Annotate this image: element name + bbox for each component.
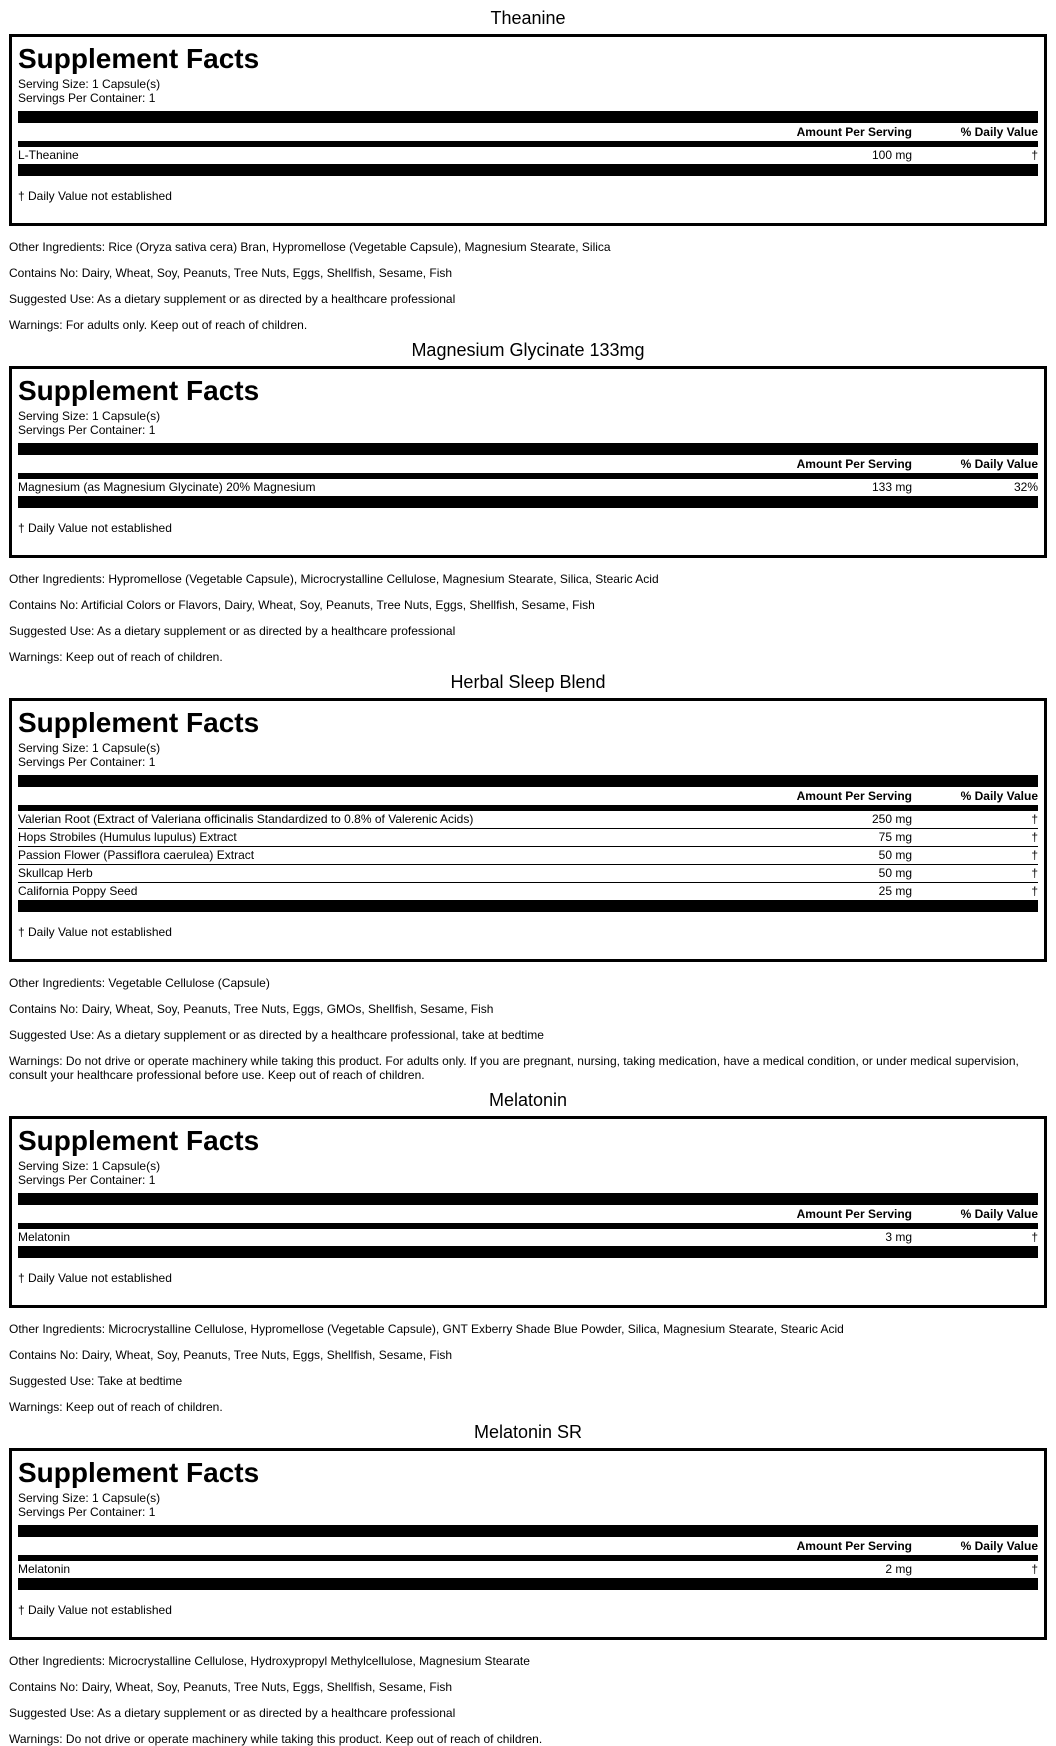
daily-value-footnote: † Daily Value not established: [18, 521, 172, 535]
suggested-use: Suggested Use: As a dietary supplement or as directed by a healthcare professional: [9, 292, 456, 306]
suggested-use: Suggested Use: As a dietary supplement or as directed by a healthcare professional: [9, 624, 456, 638]
product-magnesium-glycinate: [9, 332, 1047, 664]
supplement-facts-panel: [9, 1116, 1047, 1308]
ingredient-name: L-Theanine: [18, 148, 79, 162]
contains-no: Contains No: Artificial Colors or Flavors, Dairy, Wheat, Soy, Peanuts, Tree Nuts, Eggs, Shellfish, Sesame, Fish: [9, 598, 595, 612]
amount-header: Amount Per Serving: [796, 1539, 912, 1553]
product-title: Herbal Sleep Blend: [450, 672, 606, 692]
ingredient-row: [18, 811, 1038, 828]
other-ingredients: Other Ingredients: Rice (Oryza sativa cera) Bran, Hypromellose (Vegetable Capsule), Magnesium Stearate, Silica: [9, 240, 611, 254]
ingredient-daily-value: †: [1031, 1562, 1038, 1576]
contains-no: Contains No: Dairy, Wheat, Soy, Peanuts, Tree Nuts, Eggs, Shellfish, Sesame, Fish: [9, 1680, 453, 1694]
ingredient-daily-value: †: [1031, 148, 1038, 162]
daily-value-header: % Daily Value: [960, 1539, 1038, 1553]
ingredient-row: [18, 846, 1038, 864]
daily-value-header: % Daily Value: [960, 457, 1038, 471]
warnings: Warnings: Keep out of reach of children.: [9, 1400, 223, 1414]
daily-value-footnote: † Daily Value not established: [18, 925, 172, 939]
servings-per-container: Servings Per Container: 1: [18, 1173, 156, 1187]
amount-header: Amount Per Serving: [796, 457, 912, 471]
column-header: [18, 1205, 1038, 1229]
divider-bar: [18, 111, 1038, 123]
product-title: Melatonin: [488, 1090, 568, 1110]
ingredient-amount: 2 mg: [885, 1562, 912, 1576]
ingredient-amount: 50 mg: [878, 866, 912, 880]
daily-value-footnote: † Daily Value not established: [18, 189, 172, 203]
ingredient-amount: 25 mg: [878, 884, 912, 898]
ingredient-name: California Poppy Seed: [18, 884, 138, 898]
product-herbal-sleep-blend: [9, 664, 1047, 1082]
product-melatonin: [9, 1082, 1047, 1414]
divider-bar: [18, 775, 1038, 787]
daily-value-header: % Daily Value: [960, 125, 1038, 139]
product-info: [9, 1308, 1047, 1414]
contains-no: Contains No: Dairy, Wheat, Soy, Peanuts, Tree Nuts, Eggs, Shellfish, Sesame, Fish: [9, 1348, 453, 1362]
servings-per-container: Servings Per Container: 1: [18, 755, 156, 769]
product-info: [9, 558, 1047, 664]
product-title: Theanine: [490, 8, 566, 28]
daily-value-footnote: † Daily Value not established: [18, 1271, 172, 1285]
servings-per-container: Servings Per Container: 1: [18, 423, 156, 437]
column-header: [18, 787, 1038, 811]
other-ingredients: Other Ingredients: Vegetable Cellulose (Capsule): [9, 976, 270, 990]
ingredient-row: [18, 864, 1038, 882]
facts-heading: Supplement Facts: [18, 1457, 260, 1488]
daily-value-header: % Daily Value: [960, 1207, 1038, 1221]
supplement-facts-panel: [9, 34, 1047, 226]
divider-bar: [18, 443, 1038, 455]
ingredient-name: Melatonin: [18, 1562, 71, 1576]
servings-per-container: Servings Per Container: 1: [18, 91, 156, 105]
facts-heading: Supplement Facts: [18, 43, 260, 74]
ingredient-name: Valerian Root (Extract of Valeriana officinalis Standardized to 0.8% of Valerenic Acids): [18, 812, 474, 826]
other-ingredients: Other Ingredients: Microcrystalline Cellulose, Hydroxypropyl Methylcellulose, Magnesium Stearate: [9, 1654, 530, 1668]
divider-bar: [18, 164, 1038, 176]
ingredient-daily-value: †: [1031, 812, 1038, 826]
contains-no: Contains No: Dairy, Wheat, Soy, Peanuts, Tree Nuts, Eggs, GMOs, Shellfish, Sesame, Fish: [9, 1002, 494, 1016]
ingredient-amount: 250 mg: [871, 812, 912, 826]
suggested-use: Suggested Use: Take at bedtime: [9, 1374, 183, 1388]
serving-size: Serving Size: 1 Capsule(s): [18, 77, 161, 91]
contains-no: Contains No: Dairy, Wheat, Soy, Peanuts, Tree Nuts, Eggs, Shellfish, Sesame, Fish: [9, 266, 453, 280]
ingredient-row: [18, 1229, 1038, 1246]
other-ingredients: Other Ingredients: Microcrystalline Cellulose, Hypromellose (Vegetable Capsule), GNT Exberry Shade Blue Powder, Silica, Magnesium Stearate, Stearic Acid: [9, 1322, 844, 1336]
column-header: [18, 455, 1038, 479]
serving-size: Serving Size: 1 Capsule(s): [18, 1491, 161, 1505]
supplement-facts-panel: [9, 366, 1047, 558]
supplement-facts-panel: [9, 698, 1047, 962]
ingredient-name: Skullcap Herb: [18, 866, 93, 880]
divider-bar: [18, 1193, 1038, 1205]
daily-value-header: % Daily Value: [960, 789, 1038, 803]
warnings: Warnings: Keep out of reach of children.: [9, 650, 223, 664]
warnings: Warnings: Do not drive or operate machinery while taking this product. For adults only. If you are pregnant, nursing, taking medication, have a medical condition, or under medical supervision, consult your healthcare professional before use. Keep out of reach of children.: [9, 1054, 1019, 1082]
amount-header: Amount Per Serving: [796, 125, 912, 139]
warnings: Warnings: For adults only. Keep out of reach of children.: [9, 318, 308, 332]
facts-heading: Supplement Facts: [18, 375, 260, 406]
warnings: Warnings: Do not drive or operate machinery while taking this product. Keep out of reach of children.: [9, 1732, 543, 1746]
ingredient-daily-value: †: [1031, 884, 1038, 898]
product-info: [9, 1640, 1047, 1746]
servings-per-container: Servings Per Container: 1: [18, 1505, 156, 1519]
serving-size: Serving Size: 1 Capsule(s): [18, 741, 161, 755]
divider-bar: [18, 496, 1038, 508]
ingredient-row: [18, 828, 1038, 846]
product-title: Melatonin SR: [473, 1422, 583, 1442]
ingredient-name: Melatonin: [18, 1230, 71, 1244]
other-ingredients: Other Ingredients: Hypromellose (Vegetable Capsule), Microcrystalline Cellulose, Magnesium Stearate, Silica, Stearic Acid: [9, 572, 659, 586]
ingredient-amount: 50 mg: [878, 848, 912, 862]
amount-header: Amount Per Serving: [796, 1207, 912, 1221]
daily-value-footnote: † Daily Value not established: [18, 1603, 172, 1617]
suggested-use: Suggested Use: As a dietary supplement or as directed by a healthcare professional: [9, 1706, 456, 1720]
ingredient-row: [18, 882, 1038, 900]
facts-heading: Supplement Facts: [18, 1125, 260, 1156]
ingredient-name: Hops Strobiles (Humulus lupulus) Extract: [18, 830, 237, 844]
supplement-facts-panel: [9, 1448, 1047, 1640]
serving-size: Serving Size: 1 Capsule(s): [18, 409, 161, 423]
ingredient-row: [18, 147, 1038, 164]
column-header: [18, 1537, 1038, 1561]
product-info: [9, 226, 1047, 332]
ingredient-daily-value: †: [1031, 866, 1038, 880]
column-header: [18, 123, 1038, 147]
ingredient-daily-value: †: [1031, 1230, 1038, 1244]
ingredient-row: [18, 479, 1038, 496]
product-theanine: [9, 0, 1047, 332]
ingredient-row: [18, 1561, 1038, 1578]
ingredient-amount: 3 mg: [885, 1230, 912, 1244]
ingredient-name: Magnesium (as Magnesium Glycinate) 20% Magnesium: [18, 480, 316, 494]
serving-size: Serving Size: 1 Capsule(s): [18, 1159, 161, 1173]
ingredient-amount: 133 mg: [871, 480, 912, 494]
amount-header: Amount Per Serving: [796, 789, 912, 803]
divider-bar: [18, 900, 1038, 912]
ingredient-daily-value: †: [1031, 848, 1038, 862]
ingredient-name: Passion Flower (Passiflora caerulea) Extract: [18, 848, 255, 862]
product-info: [9, 962, 1047, 1082]
ingredient-daily-value: 32%: [1013, 480, 1038, 494]
divider-bar: [18, 1525, 1038, 1537]
ingredient-daily-value: †: [1031, 830, 1038, 844]
product-title: Magnesium Glycinate 133mg: [411, 340, 645, 360]
ingredient-amount: 100 mg: [871, 148, 912, 162]
facts-heading: Supplement Facts: [18, 707, 260, 738]
divider-bar: [18, 1246, 1038, 1258]
product-melatonin-sr: [9, 1414, 1047, 1746]
suggested-use: Suggested Use: As a dietary supplement or as directed by a healthcare professional, take at bedtime: [9, 1028, 544, 1042]
ingredient-amount: 75 mg: [878, 830, 912, 844]
divider-bar: [18, 1578, 1038, 1590]
